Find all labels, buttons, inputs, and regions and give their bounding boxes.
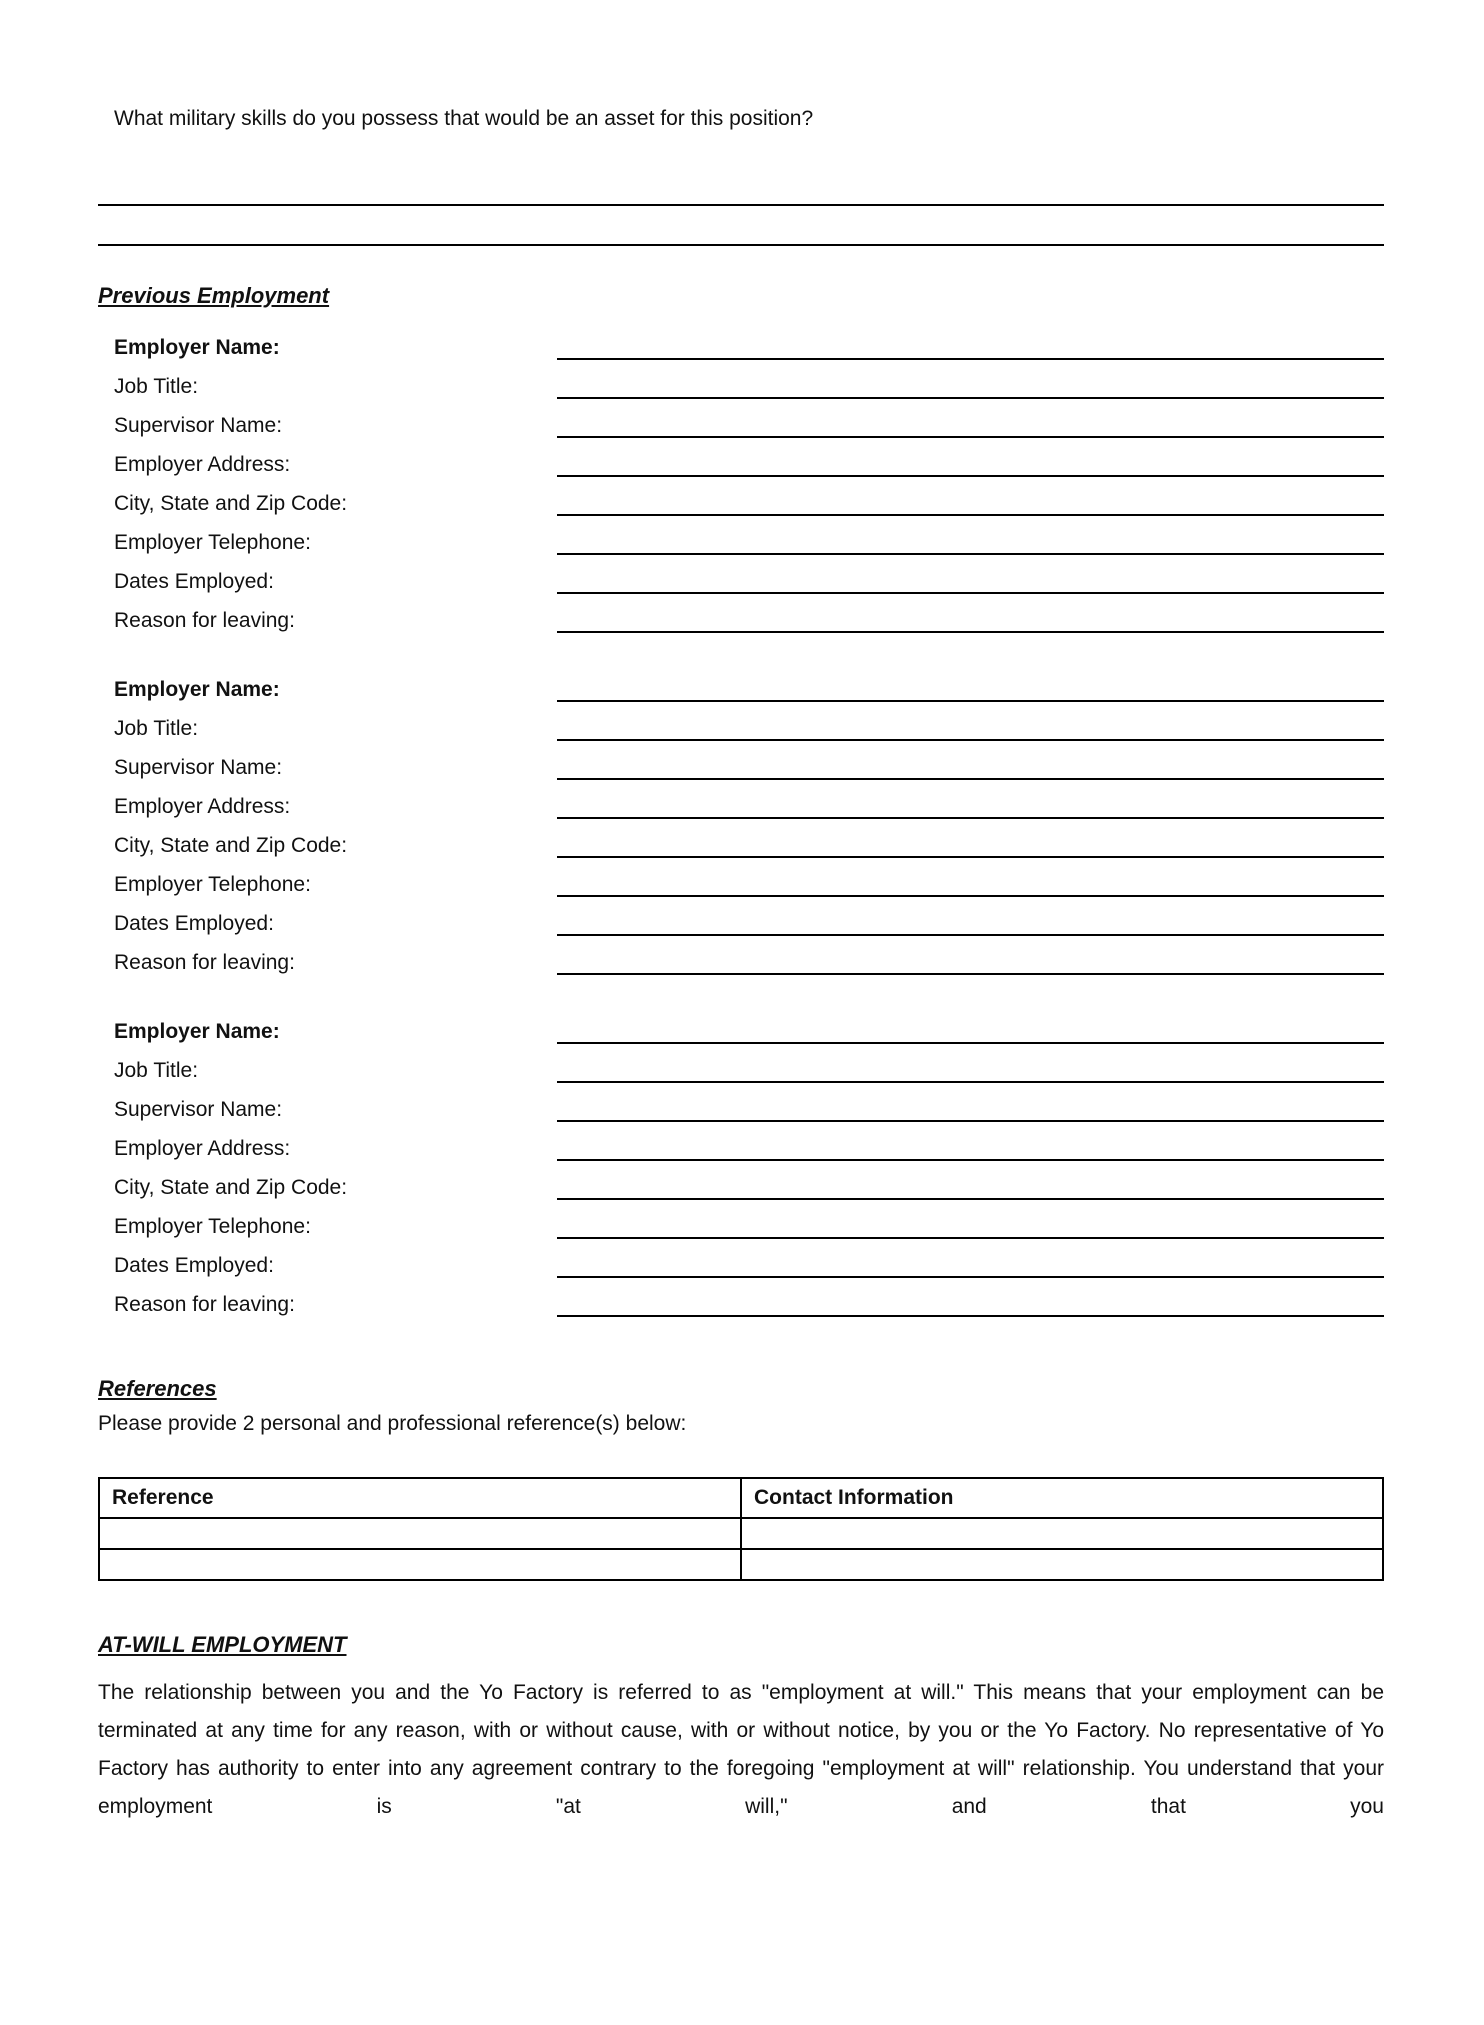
references-table — [98, 1477, 1384, 1581]
dates-employed-field — [557, 934, 1384, 936]
city-state-zip-row — [98, 477, 1384, 516]
job-title-row — [98, 360, 1384, 399]
supervisor-name-field — [557, 436, 1384, 438]
at-will-employment-heading: AT-WILL EMPLOYMENT — [98, 1632, 347, 1657]
employer-telephone-row — [98, 516, 1384, 555]
reason-for-leaving-label: Reason for leaving: — [114, 1293, 295, 1316]
application-form-page — [0, 105, 1484, 2025]
employer-address-label: Employer Address: — [114, 1137, 291, 1160]
contact-information-cell — [741, 1549, 1383, 1580]
contact-information-column-header: Contact Information — [741, 1478, 1383, 1518]
city-state-zip-field — [557, 856, 1384, 858]
employer-address-label: Employer Address: — [114, 795, 291, 818]
reason-for-leaving-field — [557, 631, 1384, 633]
city-state-zip-row — [98, 819, 1384, 858]
references-instruction: Please provide 2 personal and professional reference(s) below: — [98, 1412, 687, 1435]
employer-address-field — [557, 475, 1384, 477]
employer-address-row — [98, 1122, 1384, 1161]
supervisor-name-field — [557, 778, 1384, 780]
city-state-zip-field — [557, 514, 1384, 516]
supervisor-name-field — [557, 1120, 1384, 1122]
dates-employed-label: Dates Employed: — [114, 912, 274, 935]
city-state-zip-label: City, State and Zip Code: — [114, 1176, 348, 1199]
supervisor-name-label: Supervisor Name: — [114, 414, 283, 437]
answer-line-2 — [98, 244, 1384, 246]
reason-for-leaving-label: Reason for leaving: — [114, 951, 295, 974]
job-title-label: Job Title: — [114, 375, 199, 398]
employer-name-field — [557, 358, 1384, 360]
reason-for-leaving-field — [557, 1315, 1384, 1317]
employer-name-field — [557, 1042, 1384, 1044]
dates-employed-row — [98, 555, 1384, 594]
city-state-zip-field — [557, 1198, 1384, 1200]
employer-address-field — [557, 817, 1384, 819]
dates-employed-label: Dates Employed: — [114, 1254, 274, 1277]
employer-name-label: Employer Name: — [114, 336, 280, 359]
supervisor-name-row — [98, 1083, 1384, 1122]
employer-name-row — [98, 663, 1384, 702]
dates-employed-label: Dates Employed: — [114, 570, 274, 593]
reason-for-leaving-field — [557, 973, 1384, 975]
employment-block-3 — [98, 1005, 1384, 1317]
previous-employment-heading: Previous Employment — [98, 283, 330, 308]
job-title-field — [557, 1081, 1384, 1083]
dates-employed-row — [98, 1239, 1384, 1278]
supervisor-name-label: Supervisor Name: — [114, 1098, 283, 1121]
reference-row-2 — [99, 1549, 1383, 1580]
employer-address-row — [98, 780, 1384, 819]
employer-telephone-field — [557, 895, 1384, 897]
job-title-field — [557, 739, 1384, 741]
employment-block-2 — [98, 663, 1384, 975]
reference-cell — [99, 1518, 741, 1549]
city-state-zip-row — [98, 1161, 1384, 1200]
job-title-field — [557, 397, 1384, 399]
reference-cell — [99, 1549, 741, 1580]
employer-name-field — [557, 700, 1384, 702]
employer-name-row — [98, 321, 1384, 360]
contact-information-cell — [741, 1518, 1383, 1549]
reason-for-leaving-label: Reason for leaving: — [114, 609, 295, 632]
employer-telephone-row — [98, 858, 1384, 897]
employer-telephone-label: Employer Telephone: — [114, 531, 311, 554]
job-title-label: Job Title: — [114, 717, 199, 740]
employer-address-field — [557, 1159, 1384, 1161]
dates-employed-field — [557, 1276, 1384, 1278]
job-title-row — [98, 702, 1384, 741]
job-title-row — [98, 1044, 1384, 1083]
city-state-zip-label: City, State and Zip Code: — [114, 492, 348, 515]
references-heading: References — [98, 1376, 217, 1401]
employer-telephone-row — [98, 1200, 1384, 1239]
at-will-paragraph: The relationship between you and the Yo Factory is referred to as "employment at will." This means that your employment can be terminated at any time for any reason, with or without cause, with or without notice, by you or the Yo Factory. No representative of Yo Factory has authority to enter into any agreement contrary to the foregoing "employment at will" relationship. You understand that your employment is "at will," and that you — [98, 1681, 1384, 1818]
reference-column-header: Reference — [99, 1478, 741, 1518]
reason-for-leaving-row — [98, 936, 1384, 975]
dates-employed-row — [98, 897, 1384, 936]
job-title-label: Job Title: — [114, 1059, 199, 1082]
employment-block-1 — [98, 321, 1384, 633]
supervisor-name-row — [98, 741, 1384, 780]
employer-telephone-label: Employer Telephone: — [114, 1215, 311, 1238]
answer-line-1 — [98, 204, 1384, 206]
employer-telephone-label: Employer Telephone: — [114, 873, 311, 896]
military-skills-question: What military skills do you possess that would be an asset for this position? — [114, 107, 814, 130]
city-state-zip-label: City, State and Zip Code: — [114, 834, 348, 857]
employer-telephone-field — [557, 553, 1384, 555]
dates-employed-field — [557, 592, 1384, 594]
references-header-row — [99, 1478, 1383, 1518]
employer-address-row — [98, 438, 1384, 477]
employer-name-row — [98, 1005, 1384, 1044]
employer-address-label: Employer Address: — [114, 453, 291, 476]
employer-telephone-field — [557, 1237, 1384, 1239]
reference-row-1 — [99, 1518, 1383, 1549]
employer-name-label: Employer Name: — [114, 678, 280, 701]
employer-name-label: Employer Name: — [114, 1020, 280, 1043]
supervisor-name-label: Supervisor Name: — [114, 756, 283, 779]
supervisor-name-row — [98, 399, 1384, 438]
reason-for-leaving-row — [98, 1278, 1384, 1317]
reason-for-leaving-row — [98, 594, 1384, 633]
